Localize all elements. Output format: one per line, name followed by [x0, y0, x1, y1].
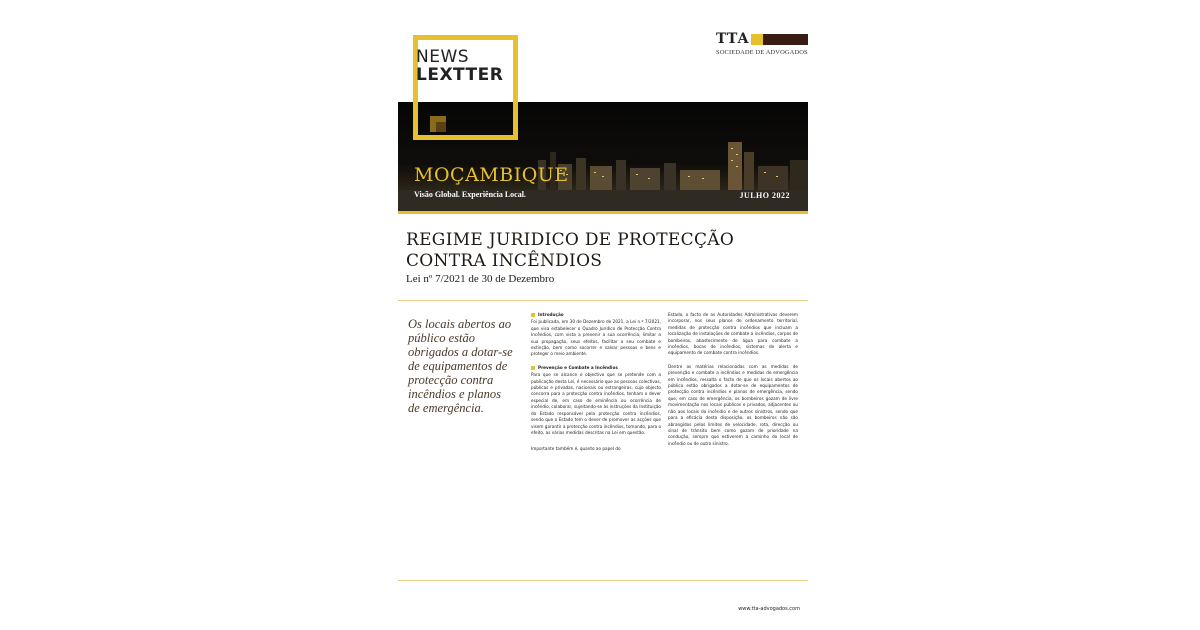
gold-frame-overlay — [413, 102, 518, 140]
article-title-line2: CONTRA INCÊNDIOS — [406, 251, 603, 271]
issue-date: JULHO 2022 — [739, 191, 790, 200]
paragraph: Estado, o facto de as Autoridades Administrativas deverem incorporar, nos seus planos de ordenamento territorial, medidas de protecção contra incêndios que incluam a localização de instalações de combate a incêndios, corpos de bombeiros, abastecimento de água para combate a incêndios, bocas de incêndios, sistemas de alerta e equipamento de combate contra incêndios. — [668, 312, 798, 356]
section-heading-text: Prevenção e Combate a Incêndios — [538, 364, 618, 370]
paragraph: Foi publicada, em 30 de Dezembro de 2021, a Lei n.º 7/2021, que visa estabelecer o Quadro Jurídico de Protecção Contra Incêndios, com vista a prevenir a sua ocorrência, limitar a sua propagação, seus efeitos, facilitar o seu combate e extinção, bem como socorrer e salvar pessoas e bens e proteger o meio ambiente. — [531, 319, 661, 357]
paragraph: Para que se alcance o objectivo que se pretende com a publicação desta Lei, é necessário que as pessoas colectivas, públicas e privadas, nacionais ou estrangeiras, cujo objecto concorra para a protecção contra incêndios, tenham o dever especial de, em caso de eminência ou ocorrência de incêndio, colaborar, sujeitando-se às instruções da Instituição do Estado responsável pela protecção contra incêndios, sendo que o Estado tem o dever de promover as acções que visem garantir a protecção contra incêndios, tomando, para o efeito, as várias medidas descritas na Lei em questão. — [531, 372, 662, 435]
website-url[interactable]: www.tta-advogados.com — [738, 606, 800, 612]
logo-gold-square — [751, 34, 763, 45]
article-title-line1: REGIME JURIDICO DE PROTECÇÃO — [406, 230, 735, 250]
section-heading-introduction — [531, 312, 661, 318]
newsletter-logo — [416, 48, 503, 84]
logo-dark-bar — [763, 34, 808, 45]
article-title — [406, 230, 734, 272]
newsletter-title-line1: NEWS — [416, 47, 470, 67]
article-column-1 — [531, 312, 661, 460]
firm-logo-text: TTA — [716, 31, 750, 47]
bullet-icon — [531, 366, 535, 370]
bullet-icon — [531, 313, 535, 317]
city-banner — [398, 102, 808, 214]
paragraph: Dentre as matérias relacionadas com as medidas de prevenção e combate a incêndios e medidas de emergência em incêndios, ressalta o facto de que os locais abertos ao público estão obrigados a dotar-se de equipamentos de protecção contra incêndios e planos de emergência, sendo que, em caso de emergência, os bombeiros gozam de livre movimentação nos locais públicos e privados, adjacentes ou não aos locais do incêndio e de outros sinistros, sendo que para a eficácia desta disposição, os bombeiros não são abrangidos pelos limites de velocidade, rota, direcção ou sinal de trânsito bem como gozam de prioridade na condução, sempre que estiverem a caminho do local de incêndio ou de outro sinistro. — [668, 363, 798, 446]
article-subtitle: Lei nº 7/2021 de 30 de Dezembro — [406, 273, 555, 285]
firm-logo — [716, 32, 808, 56]
banner-gold-line — [398, 211, 808, 214]
top-divider — [398, 300, 808, 301]
section-heading-text: Introdução — [538, 312, 564, 317]
country-heading: MOÇAMBIQUE — [414, 164, 569, 186]
tagline: Visão Global. Experiência Local. — [414, 190, 526, 199]
bottom-divider — [398, 580, 808, 581]
newsletter-title-line2: LEXTTER — [416, 65, 504, 85]
firm-logo-subtitle: SOCIEDADE DE ADVOGADOS — [716, 49, 808, 56]
newsletter-page — [398, 30, 808, 620]
paragraph: Importante também é, quanto ao papel do — [531, 446, 621, 452]
article-column-2 — [668, 312, 798, 454]
section-heading-prevention — [531, 365, 661, 371]
pull-quote: Os locais abertos ao público estão obrigados a dotar-se de equipamentos de protecção contra incêndios e planos de emergência. — [408, 317, 513, 415]
decorative-square-inner — [436, 122, 446, 132]
